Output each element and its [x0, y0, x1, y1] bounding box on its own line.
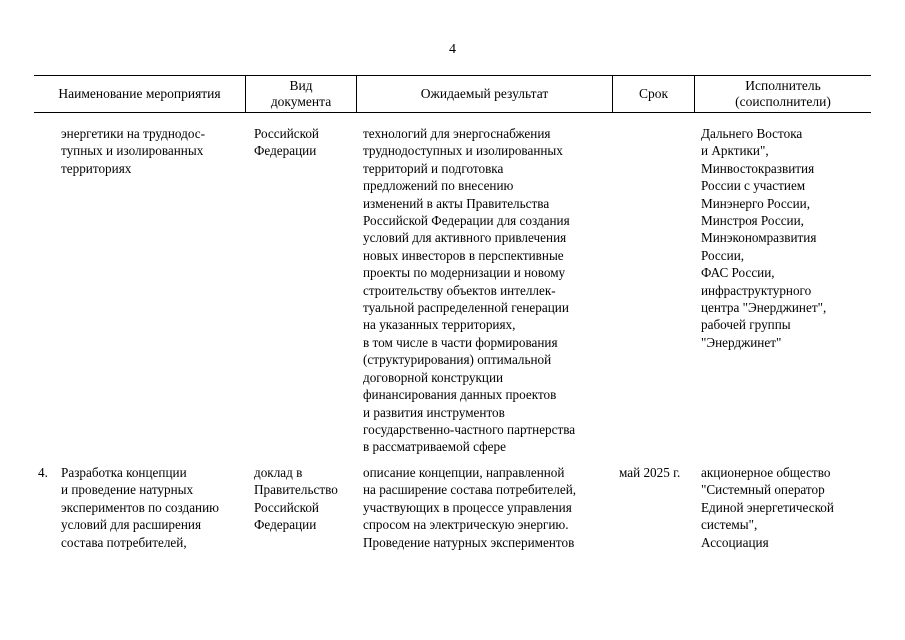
row-doc-type: Российской Федерации — [254, 126, 319, 159]
page-number: 4 — [449, 42, 456, 57]
row-executor: акционерное общество "Системный оператор Единой энергетической системы", Ассоциация — [701, 465, 834, 550]
row-name: Разработка концепции и проведение натурных экспериментов по созданию условий для расширения состава потребителей, — [61, 465, 220, 550]
header-deadline: Срок — [638, 86, 669, 101]
row-number: 4. — [38, 465, 48, 480]
row-result: технологий для энергоснабжения труднодоступных и изолированных территорий и подготовка предложений по внесению изменений в акты Правительства Российской Федерации для создания условий для активного привлечения новых инвесторов в перспективные проекты по модернизации и новому строительству объектов интеллек- туальной распределенной генерации на указанных территориях, в том числе в части формирования (структурирования) оптимальной договорной конструкции финансирования данных проектов и развития инструментов государственно-частного партнерства в рассматриваемой сфере — [363, 126, 576, 455]
header-name: Наименование мероприятия — [58, 86, 221, 101]
row-doc-type: доклад в Правительство Российской Федерации — [254, 465, 338, 533]
header-executor: Исполнитель (соисполнители) — [735, 78, 831, 109]
header-result: Ожидаемый результат — [420, 86, 549, 101]
row-result: описание концепции, направленной на расширение состава потребителей, участвующих в процессе управления спросом на электрическую энергию. Проведение натурных экспериментов — [363, 465, 577, 550]
header-doc-type: Вид документа — [270, 78, 332, 109]
row-name: энергетики на труднодос- тупных и изолированных территориях — [61, 126, 206, 176]
row-executor: Дальнего Востока и Арктики", Минвостокразвития России с участием Минэнерго России, Минстроя России, Минэкономразвития России, ФАС России, инфраструктурного центра "Энерджинет", рабочей группы "Энерджинет" — [701, 126, 827, 350]
table-header-rule — [34, 112, 871, 113]
row-deadline: май 2025 г. — [619, 465, 681, 480]
table-top-rule — [34, 75, 871, 76]
